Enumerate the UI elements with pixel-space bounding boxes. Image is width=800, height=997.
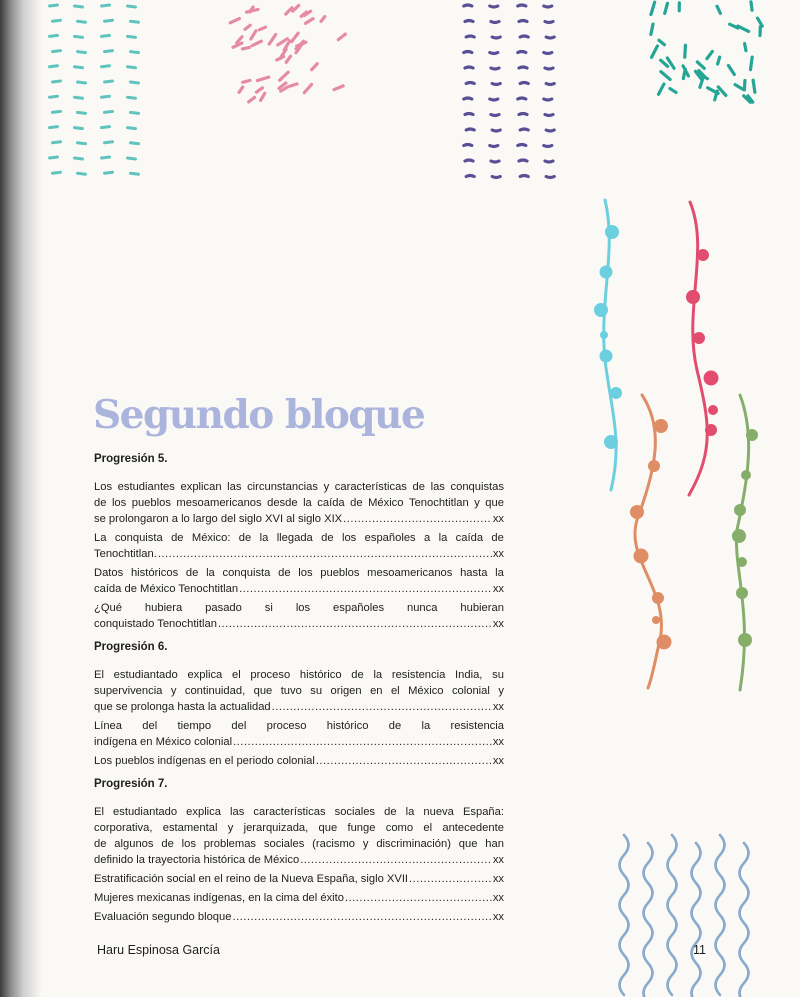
toc-page-ref: xx — [492, 873, 504, 885]
progression-title: Progresión 5. — [94, 453, 168, 465]
toc-page-ref: xx — [492, 618, 504, 630]
dot-leader — [316, 753, 492, 769]
table-of-contents — [94, 451, 504, 932]
dot-leader — [343, 511, 492, 527]
toc-entry[interactable] — [94, 667, 504, 715]
toc-entry[interactable] — [94, 871, 504, 887]
toc-entry[interactable] — [94, 890, 504, 906]
toc-entry-label: Evaluación segundo bloque — [94, 911, 232, 923]
toc-entry-label: caída de México Tenochtitlan — [94, 583, 239, 595]
toc-entry-label: Mujeres mexicanas indígenas, en la cima del éxito — [94, 892, 344, 904]
toc-entry-line: supervivencia y continuidad, que tuvo su origen en el México colonial y — [94, 685, 504, 697]
toc-entry[interactable] — [94, 753, 504, 769]
author-name: Haru Espinosa García — [97, 943, 220, 957]
toc-page-ref: xx — [492, 513, 504, 525]
toc-entry-label: definido la trayectoria histórica de México — [94, 854, 300, 866]
toc-entry-line: El estudiantado explica el proceso histórico de la resistencia India, su — [94, 669, 504, 681]
purple-dash-pattern — [455, 0, 565, 195]
section-heading: Segundo bloque — [93, 392, 425, 438]
toc-entry-label: Tenochtitlan. — [94, 548, 157, 560]
toc-entry-line: Datos históricos de la conquista de los pueblos mesoamericanos hasta la — [94, 567, 504, 579]
teal-dash-pattern — [45, 0, 145, 190]
toc-entry-line: de los pueblos mesoamericanos desde la caída de México Tenochtitlan y que — [94, 497, 504, 509]
green-dash-pattern — [640, 0, 775, 110]
toc-entry-line: ¿Qué hubiera pasado si los españoles nunca hubieran — [94, 602, 504, 614]
toc-entry-line: El estudiantado explica las características sociales de la nueva España: — [94, 806, 504, 818]
toc-entry-label: se prolongaron a lo largo del siglo XVI al siglo XIX — [94, 513, 343, 525]
dot-leader — [232, 909, 491, 925]
dot-leader — [272, 699, 492, 715]
dot-leader — [239, 581, 492, 597]
toc-entry[interactable] — [94, 479, 504, 527]
toc-entry-label: que se prolonga hasta la actualidad — [94, 701, 271, 713]
toc-page-ref: xx — [492, 854, 504, 866]
toc-entry-line: Línea del tiempo del proceso histórico de la resistencia — [94, 720, 504, 732]
toc-entry-label: indígena en México colonial — [94, 736, 233, 748]
toc-page-ref: xx — [492, 755, 504, 767]
toc-entry[interactable] — [94, 565, 504, 597]
toc-entry[interactable] — [94, 530, 504, 562]
toc-entry-label: Estratificación social en el reino de la Nueva España, siglo XVII — [94, 873, 409, 885]
toc-page-ref: xx — [492, 736, 504, 748]
toc-entry[interactable] — [94, 909, 504, 925]
dot-leader — [158, 546, 492, 562]
toc-entry[interactable] — [94, 600, 504, 632]
dot-leader — [409, 871, 492, 887]
dot-leader — [233, 734, 492, 750]
dot-leader — [218, 616, 492, 632]
bead-strings-decoration — [585, 190, 785, 700]
toc-entry-line: La conquista de México: de la llegada de los españoles a la caída de — [94, 532, 504, 544]
pink-dash-pattern — [222, 0, 362, 110]
toc-page-ref: xx — [492, 701, 504, 713]
toc-entry-line: corporativa, estamental y jerarquizada, que funge como el antecedente — [94, 822, 504, 834]
page-binding-shadow — [0, 0, 42, 997]
toc-page-ref: xx — [492, 911, 504, 923]
page-number: 11 — [693, 943, 706, 957]
toc-entry-line: Los estudiantes explican las circunstancias y características de las conquistas — [94, 481, 504, 493]
progression-title: Progresión 7. — [94, 778, 168, 790]
toc-page-ref: xx — [492, 548, 504, 560]
dot-leader — [345, 890, 492, 906]
toc-page-ref: xx — [492, 583, 504, 595]
toc-entry[interactable] — [94, 804, 504, 868]
toc-page-ref: xx — [492, 892, 504, 904]
progression-title: Progresión 6. — [94, 641, 168, 653]
toc-entry-label: Los pueblos indígenas en el periodo colonial — [94, 755, 315, 767]
toc-entry-line: de algunos de los problemas sociales (racismo y discriminación) que han — [94, 838, 504, 850]
toc-entry-label: conquistado Tenochtitlan — [94, 618, 217, 630]
wavy-lines-decoration — [610, 825, 790, 997]
dot-leader — [300, 852, 492, 868]
toc-entry[interactable] — [94, 718, 504, 750]
